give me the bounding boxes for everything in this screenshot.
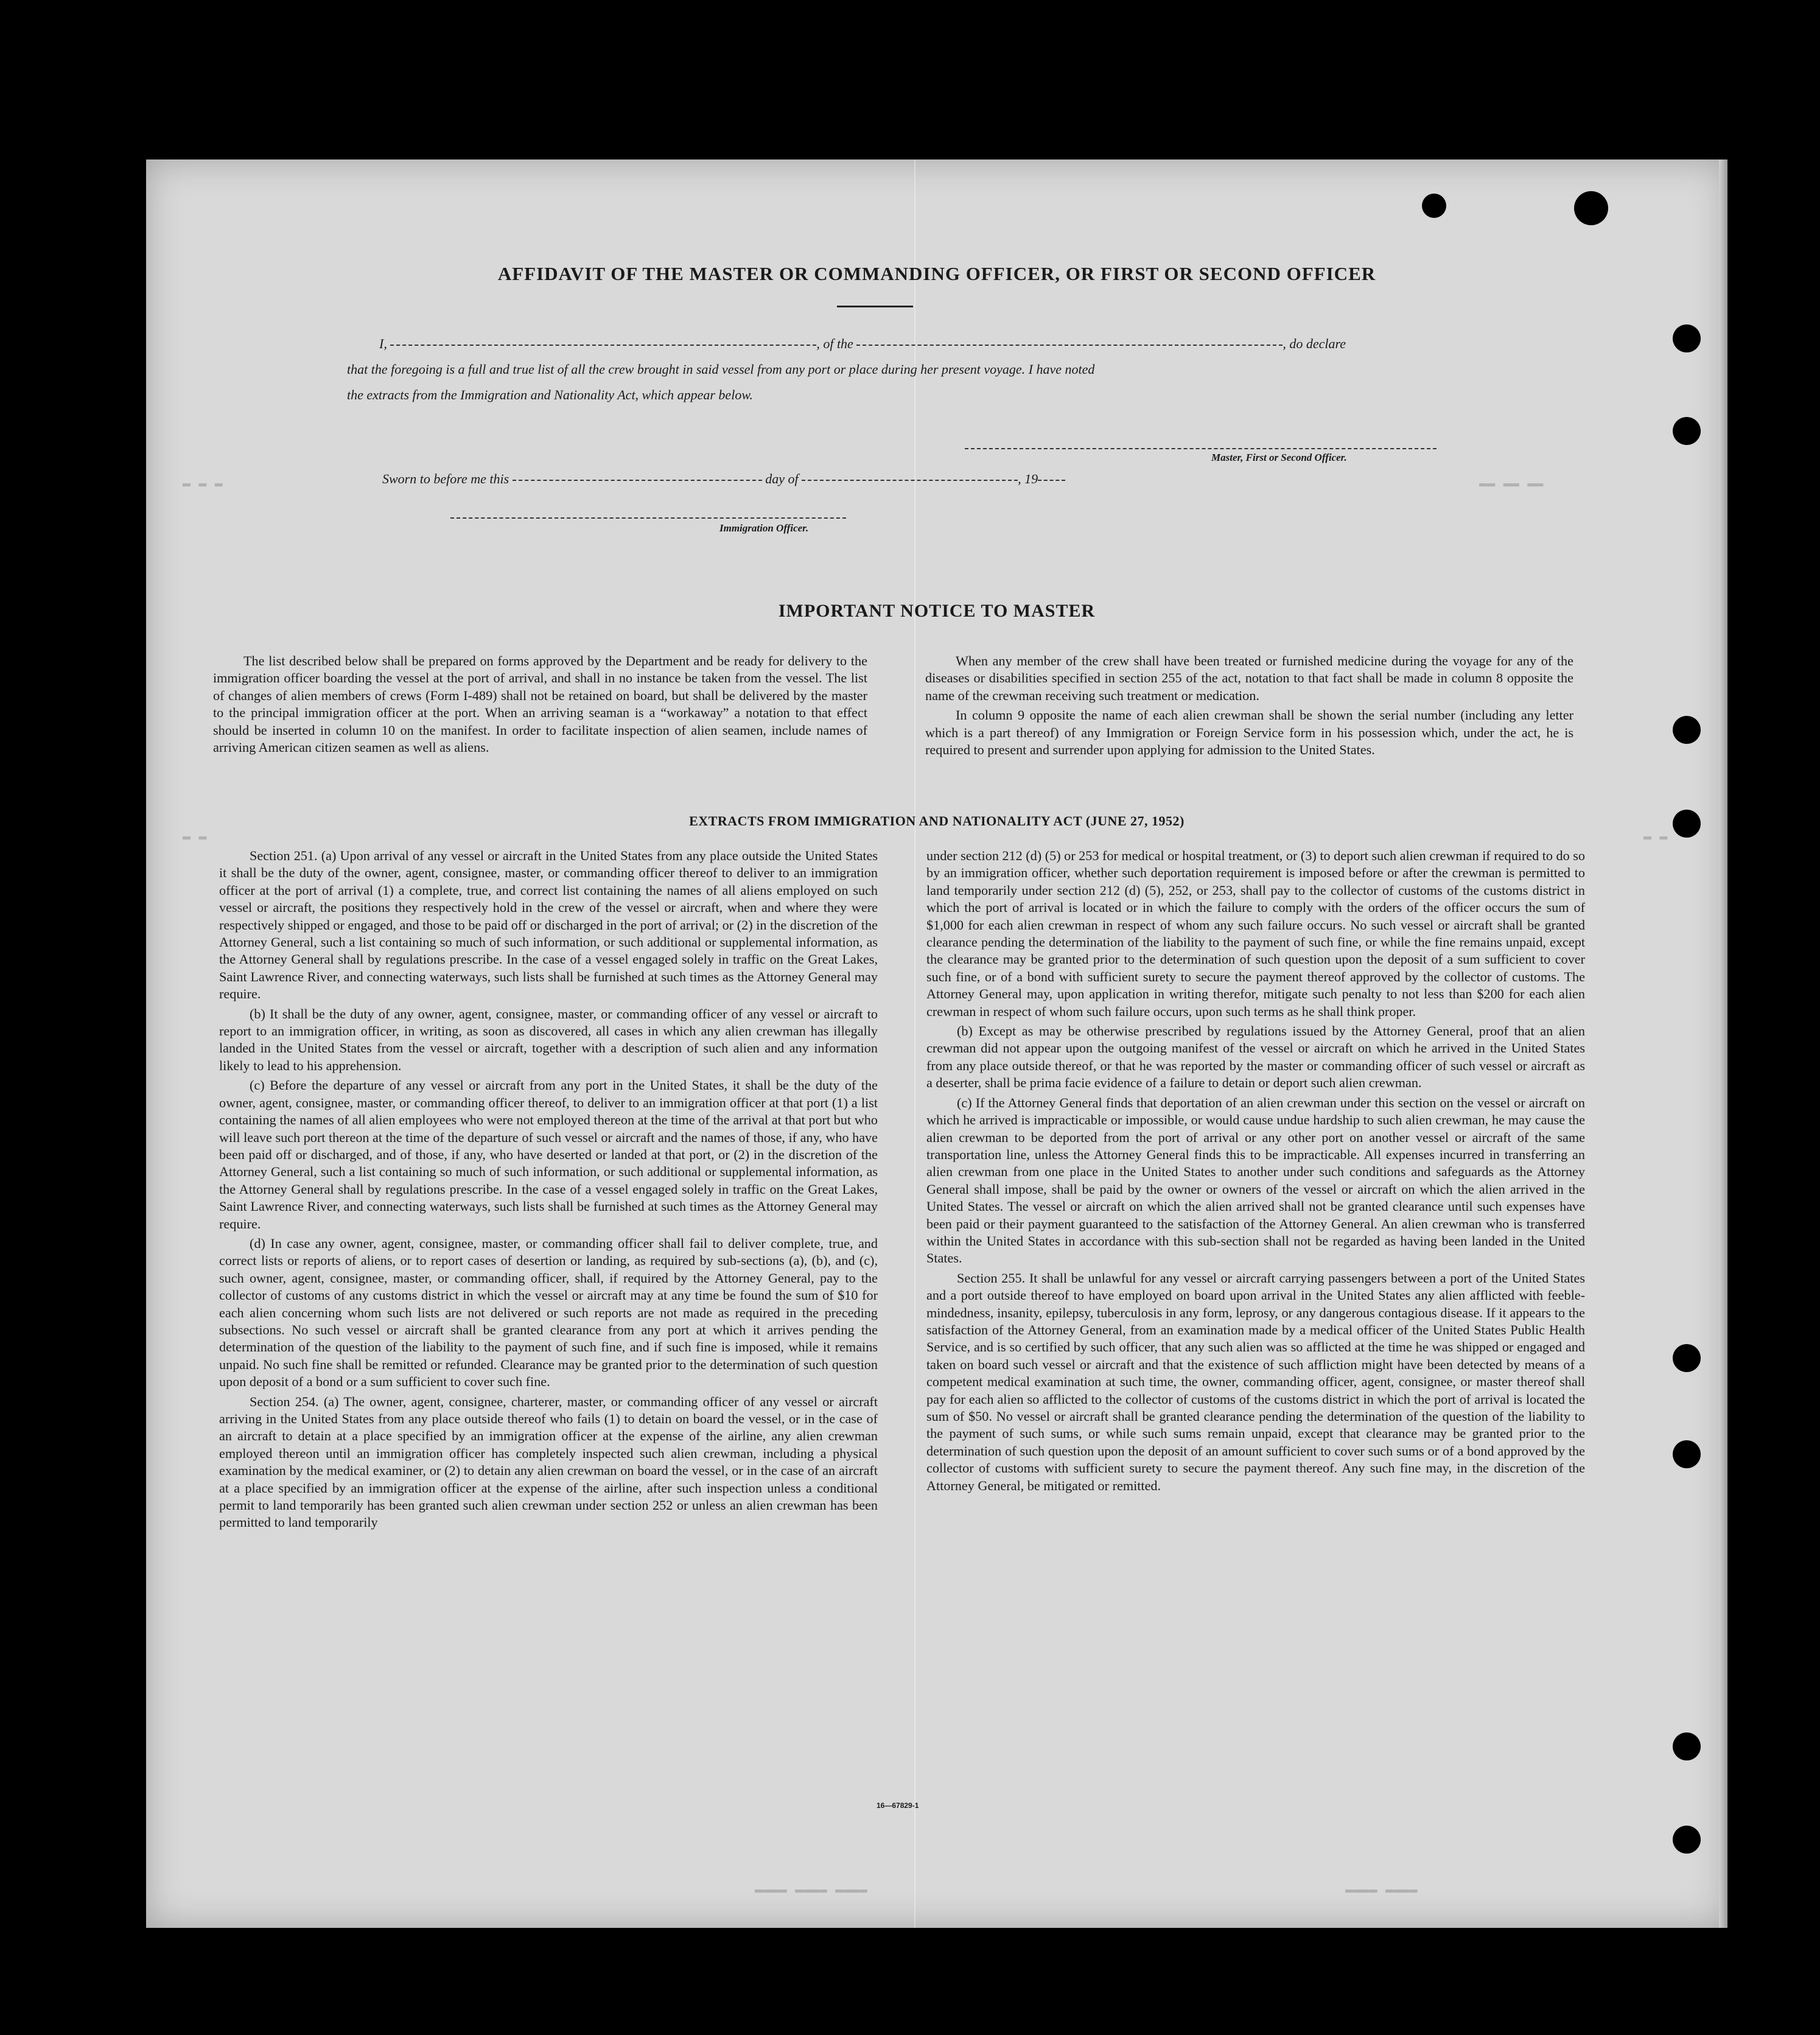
punch-hole — [1673, 1732, 1701, 1760]
day-of-label: day of — [765, 471, 799, 486]
affidavit-line-3: the extracts from the Immigration and Nationality Act, which appear below. — [347, 387, 753, 402]
punch-hole — [1422, 194, 1446, 218]
sworn-year-blank[interactable] — [1038, 480, 1065, 481]
section-254-a: Section 254. (a) The owner, agent, consignee, charterer, master, or commanding officer of any vessel or aircraft arriving in the United States from any place outside thereof who fails (1) to detain on board the vessel, or in the case of an aircraft to detain at a place specified by an immigration officer at the expense of the airline, any alien crewman employed thereon until an immigration officer has completely inspected such alien crewman, including a physical examination by the medical examiner, or (2) to detain any alien crewman on board the vessel, or in the case of an aircraft at a place specified by an immigration officer at the expense of the airline, after such inspection unless a conditional permit to land temporarily has been granted such alien crewman under section 252 or unless an alien crewman has been permitted to land temporarily — [219, 1393, 878, 1530]
section-254-c: (c) If the Attorney General finds that deportation of an alien crewman under this section on the vessel or aircraft on which he arrived is impracticable or impossible, or would cause undue hardship to such alien crewman, he may cause the alien crewman to be deported from the port of arrival or any other port on another vessel or aircraft of the same transportation line, unless the Attorney General finds this to be impracticable. All expenses incurred in transferring an alien crewman from one place in the United States to another under such conditions and safeguards as the Attorney General shall impose, shall be paid by the owner or owners of the vessel or aircraft on which the alien arrived in the United States. The vessel or aircraft on which the alien arrived shall not be granted clearance until such expenses have been paid or their payment guaranteed to the satisfaction of the Attorney General. An alien crewman who is transferred within the United States in accordance with this sub-section shall not be regarded as having been landed in the United States. — [926, 1095, 1585, 1266]
extracts-title: EXTRACTS FROM IMMIGRATION AND NATIONALITY ACT (JUNE 27, 1952) — [689, 813, 1185, 828]
of-the-label: , of the — [816, 336, 853, 351]
year-label: , 19 — [1018, 471, 1038, 486]
affidavit-line-1 — [379, 336, 1346, 352]
notice-left-column — [213, 653, 867, 758]
section-251-c: (c) Before the departure of any vessel or aircraft from any port in the United States, it shall be the duty of the owner, agent, consignee, master, or commanding officer thereof, to deliver to an immigration officer at that port (1) a list containing the names of all alien employees who were not employed thereon at the time of the arrival at that port but who will leave such port thereon at the time of the departure of such vessel or aircraft and the names of those, if any, who have been paid off or discharged, and of those, if any, who have deserted or landed at that port, or (2) in the discretion of the Attorney General, such a list containing so much of such information, or such additional or supplemental information, as the Attorney General shall by regulations prescribe. In the case of a vessel engaged solely in traffic on the Great Lakes, Saint Lawrence River, and connecting waterways, such lists shall be furnished at such times as the Attorney General may require. — [219, 1077, 878, 1231]
bleed-through-marks: ▬ ▬ — [183, 829, 207, 844]
declare-label: , do declare — [1283, 336, 1346, 351]
bleed-through-marks: ▬ ▬ ▬ — [183, 476, 223, 491]
bleed-through-marks: ▬ ▬ — [1643, 829, 1668, 844]
form-number: 16—67829-1 — [877, 1801, 919, 1810]
punch-hole — [1673, 417, 1701, 445]
vessel-name-blank[interactable] — [856, 345, 1283, 346]
master-signature-line[interactable] — [965, 448, 1437, 449]
sworn-label: Sworn to before me this — [382, 471, 509, 486]
section-251-d: (d) In case any owner, agent, consignee, master, or commanding officer shall fail to deliver complete, true, and correct lists or reports of aliens, or to report cases of desertion or landing, as required by sub-sections (a), (b), and (c), such owner, agent, consignee, master, or commanding officer, shall, if required by the Attorney General, pay to the collector of customs of any customs district in which the vessel or aircraft may at any time be found the sum of $10 for each alien concerning whom such lists are not delivered or such reports are not made as required in the preceding subsections. No such vessel or aircraft shall be granted clearance from any port at which it arrives pending the determination of the question of the liability to the payment of such fine, and if such fine is imposed, while it remains unpaid. No such fine shall be remitted or refunded. Clearance may be granted prior to the determination of such question upon deposit of a bond or a sum sufficient to cover such fine. — [219, 1235, 878, 1390]
punch-hole — [1673, 1344, 1701, 1372]
officer-caption: Immigration Officer. — [719, 522, 809, 534]
affidavit-line-2: that the foregoing is a full and true list of all the crew brought in said vessel from any port or place during her present voyage. I have noted — [347, 362, 1095, 377]
bleed-through-marks: ▬▬▬▬ ▬▬▬▬ ▬▬▬▬ — [755, 1882, 867, 1897]
section-251-a: Section 251. (a) Upon arrival of any vessel or aircraft in the United States from any place outside the United States it shall be the duty of the owner, agent, consignee, master, or commanding officer thereof to deliver to an immigration officer at the port of arrival (1) a complete, true, and correct list containing the names of all aliens employed on such vessel or aircraft, the positions they respectively hold in the crew of the vessel or aircraft, when and where they were respectively shipped or engaged, and those to be paid off or discharged in the port of arrival; or (2) in the discretion of the Attorney General, such a list containing so much of such information, or such additional or supplemental information, as the Attorney General shall by regulations prescribe. In the case of a vessel engaged solely in traffic on the Great Lakes, Saint Lawrence River, and connecting waterways, such lists shall be furnished at such times as the Attorney General may require. — [219, 848, 878, 1002]
section-251-b: (b) It shall be the duty of any owner, agent, consignee, master, or commanding officer of any vessel or aircraft to report to an immigration officer, in writing, as soon as discovered, all cases in which any alien crewman has illegally landed in the United States from the vessel or aircraft, together with a description of such alien and any information likely to lead to his apprehension. — [219, 1006, 878, 1073]
notice-right-column — [925, 653, 1573, 761]
extracts-right-column — [926, 847, 1585, 1497]
bleed-through-marks: ▬▬ ▬▬ ▬▬ — [1479, 476, 1544, 491]
affiant-label: I, — [379, 336, 387, 351]
section-254-b: (b) Except as may be otherwise prescribed by regulations issued by the Attorney General, proof that an alien crewman did not appear upon the outgoing manifest of the vessel or aircraft on which he arrived in the United States from any place outside thereof, or that he was reported by the master or commanding officer of such vessel or aircraft as a deserter, shall be prima facie evidence of a failure to detain or deport such alien crewman. — [926, 1023, 1585, 1091]
notice-right-paragraph-2: In column 9 opposite the name of each alien crewman shall be shown the serial number (including any letter which is a part thereof) of any Immigration or Foreign Service form in his possession which, under the act, he is required to present and surrender upon applying for admission to the United States. — [925, 707, 1573, 758]
notice-left-paragraph: The list described below shall be prepared on forms approved by the Department and be ready for delivery to the immigration officer boarding the vessel at the port of arrival, and shall in no instance be taken from the vessel. The list of changes of alien members of crews (Form I-489) shall not be retained on board, but shall be delivered by the master to the principal immigration officer at the port. When an arriving seaman is a “workaway” a notation to that effect should be inserted in column 10 on the manifest. In order to facilitate inspection of alien seamen, include names of arriving American citizen seamen as well as aliens. — [213, 653, 867, 755]
section-255: Section 255. It shall be unlawful for any vessel or aircraft carrying passengers between a port of the United States and a port outside thereof to have employed on board upon arrival in the United States any alien afflicted with feeble-mindedness, insanity, epilepsy, tuberculosis in any form, leprosy, or any dangerous contagious disease. If it appears to the satisfaction of the Attorney General, from an examination made by a medical officer of the United States Public Health Service, and is so certified by such officer, that any such alien was so afflicted at the time he was shipped or engaged and taken on board such vessel or aircraft and that the existence of such affliction might have been detected by means of a competent medical examination at such time, the owner, commanding officer, agent, consignee, or master thereof shall pay for each alien so afflicted to the collector of customs of the customs district in which the port of arrival is located the sum of $50. No vessel or aircraft shall be granted clearance pending the determination of the question of the liability to the payment of such sums, or while such sums remain unpaid, except that clearance may be granted prior to the determination of such question upon the deposit of an amount sufficient to cover such sums or of a bond approved by the collector of customs with sufficient surety to secure the payment thereof. Any such fine may, in the discretion of the Attorney General, be mitigated or remitted. — [926, 1270, 1585, 1493]
punch-hole — [1673, 810, 1701, 838]
section-254-a-continued: under section 212 (d) (5) or 253 for medical or hospital treatment, or (3) to deport such alien crewman if required to do so by an immigration officer, whether such deportation requirement is imposed before or after the crewman is permitted to land temporarily under section 212 (d) (5), 252, or 253, shall pay to the collector of customs of the customs district in which the port of arrival is located or in which the failure to comply with the orders of the officer occurs the sum of $1,000 for each alien crewman in respect of whom any such failure occurs. No such vessel or aircraft shall be granted clearance pending the determination of the liability to the payment of such fine, or while the fine remains unpaid, except the clearance may be granted prior to the determination of such question upon the deposit of a sum sufficient to cover such fine, or of a bond with sufficient surety to secure the payment thereof approved by the collector of customs. The Attorney General may, upon application in writing therefor, mitigate such penalty to not less than $200 for each alien crewman in respect of whom such failure occurs, upon such terms as he shall think proper. — [926, 848, 1585, 1019]
affidavit-title: AFFIDAVIT OF THE MASTER OR COMMANDING OFFICER, OR FIRST OR SECOND OFFICER — [497, 263, 1376, 284]
page-edge-shadow — [1719, 159, 1727, 1928]
bleed-through-marks: ▬▬▬▬ ▬▬▬▬ — [1345, 1882, 1418, 1897]
notice-right-paragraph-1: When any member of the crew shall have been treated or furnished medicine during the voyage for any of the diseases or disabilities specified in section 255 of the act, notation to that fact shall be made in column 8 opposite the name of the crewman receiving such treatment or medication. — [925, 653, 1573, 703]
extracts-left-column — [219, 847, 878, 1534]
punch-hole — [1574, 191, 1608, 225]
punch-hole — [1673, 1440, 1701, 1468]
punch-hole — [1673, 1826, 1701, 1854]
document-page — [146, 159, 1727, 1928]
affiant-name-blank[interactable] — [390, 345, 816, 346]
punch-hole — [1673, 324, 1701, 352]
master-caption: Master, First or Second Officer. — [1211, 452, 1347, 463]
title-rule — [837, 306, 913, 307]
sworn-month-blank[interactable] — [802, 480, 1018, 481]
officer-signature-line[interactable] — [450, 517, 846, 519]
sworn-line — [382, 471, 1065, 487]
notice-title: IMPORTANT NOTICE TO MASTER — [778, 601, 1096, 621]
sworn-day-blank[interactable] — [513, 480, 762, 481]
punch-hole — [1673, 716, 1701, 744]
